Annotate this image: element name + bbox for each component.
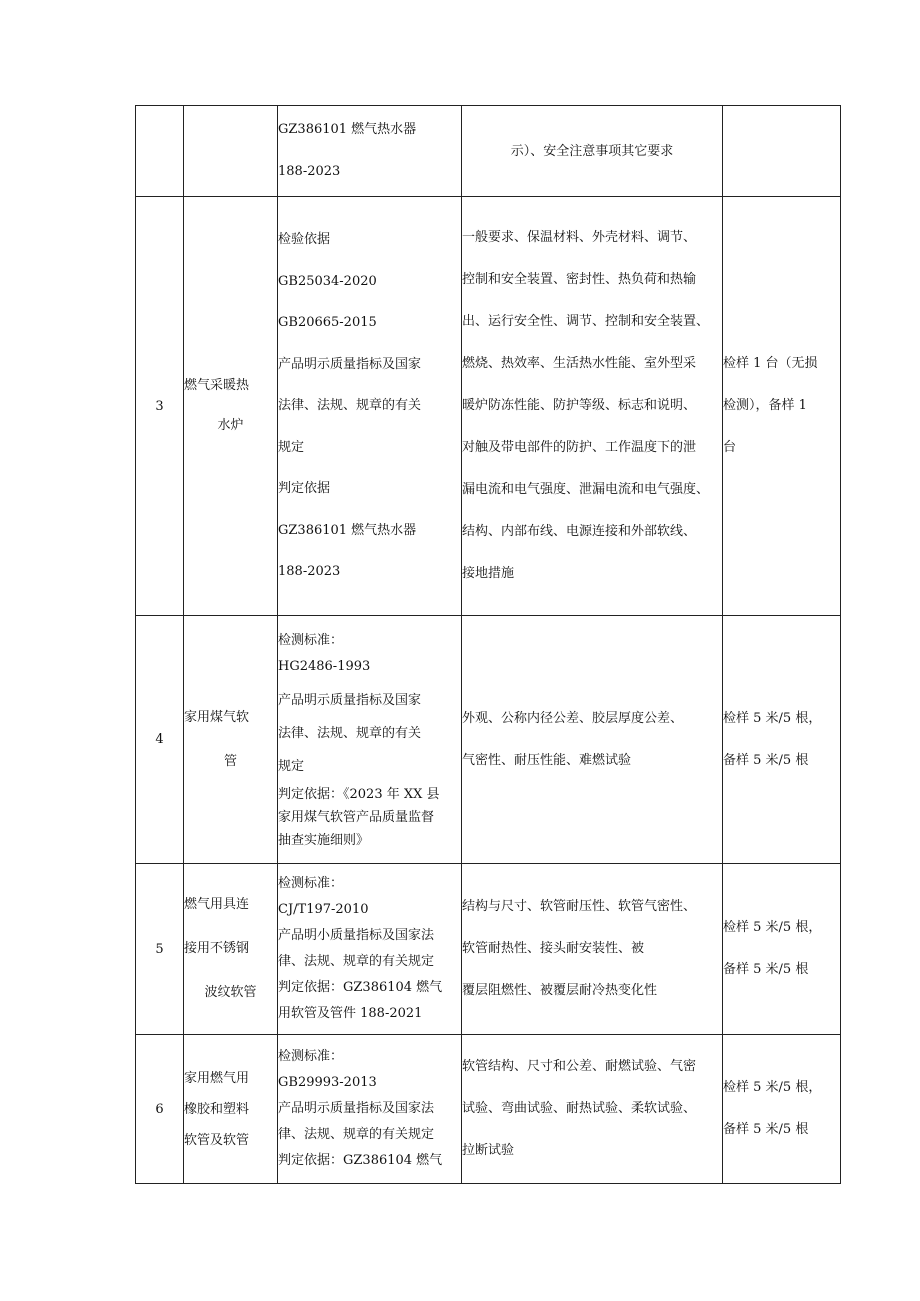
basis-line: 抽查实施细则》 [278, 832, 370, 848]
items-line: 软管结构、尺寸和公差、耐燃试验、气密 [462, 1059, 697, 1074]
sample-cell [723, 1035, 841, 1184]
product-name-cell [184, 197, 278, 616]
basis-cell [278, 197, 462, 616]
name-line: 接用不锈钢 [184, 941, 250, 956]
no-cell [136, 106, 184, 197]
basis-line: 家用煤气软管产品质量监督 [278, 809, 435, 825]
basis-line: 律、法规、规章的有关规定 [278, 1127, 435, 1142]
name-line: 管 [223, 753, 237, 769]
sample-cell [723, 864, 841, 1035]
product-name-cell [184, 1035, 278, 1184]
basis-line: GB25034-2020 [278, 273, 377, 289]
basis-line: 判定依据：GZ386104 燃气 [278, 980, 443, 995]
items-line: 燃烧、热效率、生活热水性能、室外型采 [462, 356, 697, 371]
items-line: 控制和安全装置、密封性、热负荷和热输 [462, 272, 697, 287]
row-number: 4 [136, 616, 184, 864]
items-line: 对触及带电部件的防护、工作温度下的泄 [462, 440, 697, 455]
name-line: 燃气采暖热 [184, 378, 250, 393]
items-line: 一般要求、保温材料、外壳材料、调节、 [462, 230, 697, 245]
basis-cell [278, 1035, 462, 1184]
product-name-cell [184, 864, 278, 1035]
basis-line: 法律、法规、规章的有关 [278, 398, 422, 414]
items-cell [462, 197, 723, 616]
name-line: 软管及软管 [184, 1132, 250, 1148]
sample-line: 检样 5 米/5 根， [723, 1080, 822, 1095]
basis-line: 产品明示质量指标及国家 [278, 356, 422, 372]
items-line: 气密性、耐压性能、难燃试验 [462, 752, 632, 768]
product-name-cell [184, 616, 278, 864]
items-line: 暖炉防冻性能、防护等级、标志和说明、 [462, 398, 697, 413]
basis-line: 判定依据：《2023 年 XX 县 [278, 786, 440, 802]
basis-line: GZ386101 燃气热水器 [278, 122, 417, 137]
items-line: 覆层阻燃性、被覆层耐冷热变化性 [462, 983, 658, 998]
sample-line: 检样 5 米/5 根， [723, 710, 822, 726]
basis-cell [278, 106, 462, 197]
inspection-spec-table [135, 105, 841, 1184]
items-line: 结构与尺寸、软管耐压性、软管气密性、 [462, 899, 697, 914]
table-row [136, 197, 841, 616]
items-line: 漏电流和电气强度、泄漏电流和电气强度、 [462, 482, 710, 497]
items-line: 软管耐热性、接头耐安装性、被 [462, 941, 645, 956]
basis-cell [278, 616, 462, 864]
name-line: 家用燃气用 [184, 1070, 250, 1086]
table-row [136, 616, 841, 864]
table-row [136, 1035, 841, 1184]
name-cell [184, 106, 278, 197]
basis-line: 188-2023 [278, 564, 341, 580]
items-cell [462, 1035, 723, 1184]
items-cell [462, 864, 723, 1035]
basis-line: 产品明示质量指标及国家 [278, 692, 422, 708]
sample-line: 备样 5 米/5 根 [723, 752, 809, 768]
basis-line: 规定 [278, 758, 305, 774]
basis-line: 判定依据：GZ386104 燃气 [278, 1153, 443, 1168]
table-row [136, 864, 841, 1035]
sample-line: 检测），备样 1 [723, 398, 807, 413]
row-number: 5 [136, 864, 184, 1035]
basis-line: CJ/T197-2010 [278, 902, 369, 917]
sample-line: 检样 1 台（无损 [723, 356, 818, 371]
basis-line: 检测标准： [278, 632, 344, 648]
items-line: 结构、内部布线、电源连接和外部软线、 [462, 524, 697, 539]
basis-line: 用软管及管件 188-2021 [278, 1006, 423, 1021]
basis-line: 188-2023 [278, 164, 341, 179]
basis-line: 法律、法规、规章的有关 [278, 725, 422, 741]
row-number: 6 [136, 1035, 184, 1184]
items-cell [462, 106, 723, 197]
basis-line: 检验依据 [278, 232, 331, 248]
basis-cell [278, 864, 462, 1035]
basis-line: 判定依据 [278, 481, 331, 497]
basis-line: GB29993-2013 [278, 1075, 377, 1090]
basis-line: 律、法规、规章的有关规定 [278, 954, 435, 969]
name-line: 橡胶和塑料 [184, 1101, 250, 1117]
name-line: 波纹软管 [204, 985, 257, 1000]
sample-line: 备样 5 米/5 根 [723, 1122, 809, 1137]
name-line: 水炉 [217, 418, 244, 433]
basis-line: 产品明示质量指标及国家法 [278, 1101, 435, 1116]
basis-line: 检测标准： [278, 1049, 344, 1064]
items-line: 出、运行安全性、调节、控制和安全装置、 [462, 314, 710, 329]
items-line: 示）、安全注意事项其它要求 [510, 143, 674, 159]
sample-line: 台 [723, 440, 737, 455]
basis-line: 规定 [278, 439, 305, 455]
name-line: 燃气用具连 [184, 897, 250, 912]
items-line: 拉断试验 [462, 1143, 515, 1158]
items-line: 试验、弯曲试验、耐热试验、柔软试验、 [462, 1101, 697, 1116]
row-number: 3 [136, 197, 184, 616]
basis-line: HG2486-1993 [278, 658, 371, 674]
sample-cell [723, 197, 841, 616]
basis-line: 检测标准： [278, 876, 344, 891]
items-line: 外观、公称内径公差、胶层厚度公差、 [462, 710, 684, 726]
sample-cell [723, 616, 841, 864]
table-row [136, 106, 841, 197]
items-line: 接地措施 [462, 566, 515, 581]
sample-cell [723, 106, 841, 197]
basis-line: GZ386101 燃气热水器 [278, 522, 417, 538]
sample-line: 检样 5 米/5 根， [723, 920, 822, 935]
basis-line: GB20665-2015 [278, 315, 377, 331]
items-cell [462, 616, 723, 864]
basis-line: 产品明小质量指标及国家法 [278, 928, 435, 943]
name-line: 家用煤气软 [184, 709, 250, 725]
sample-line: 备样 5 米/5 根 [723, 962, 809, 977]
